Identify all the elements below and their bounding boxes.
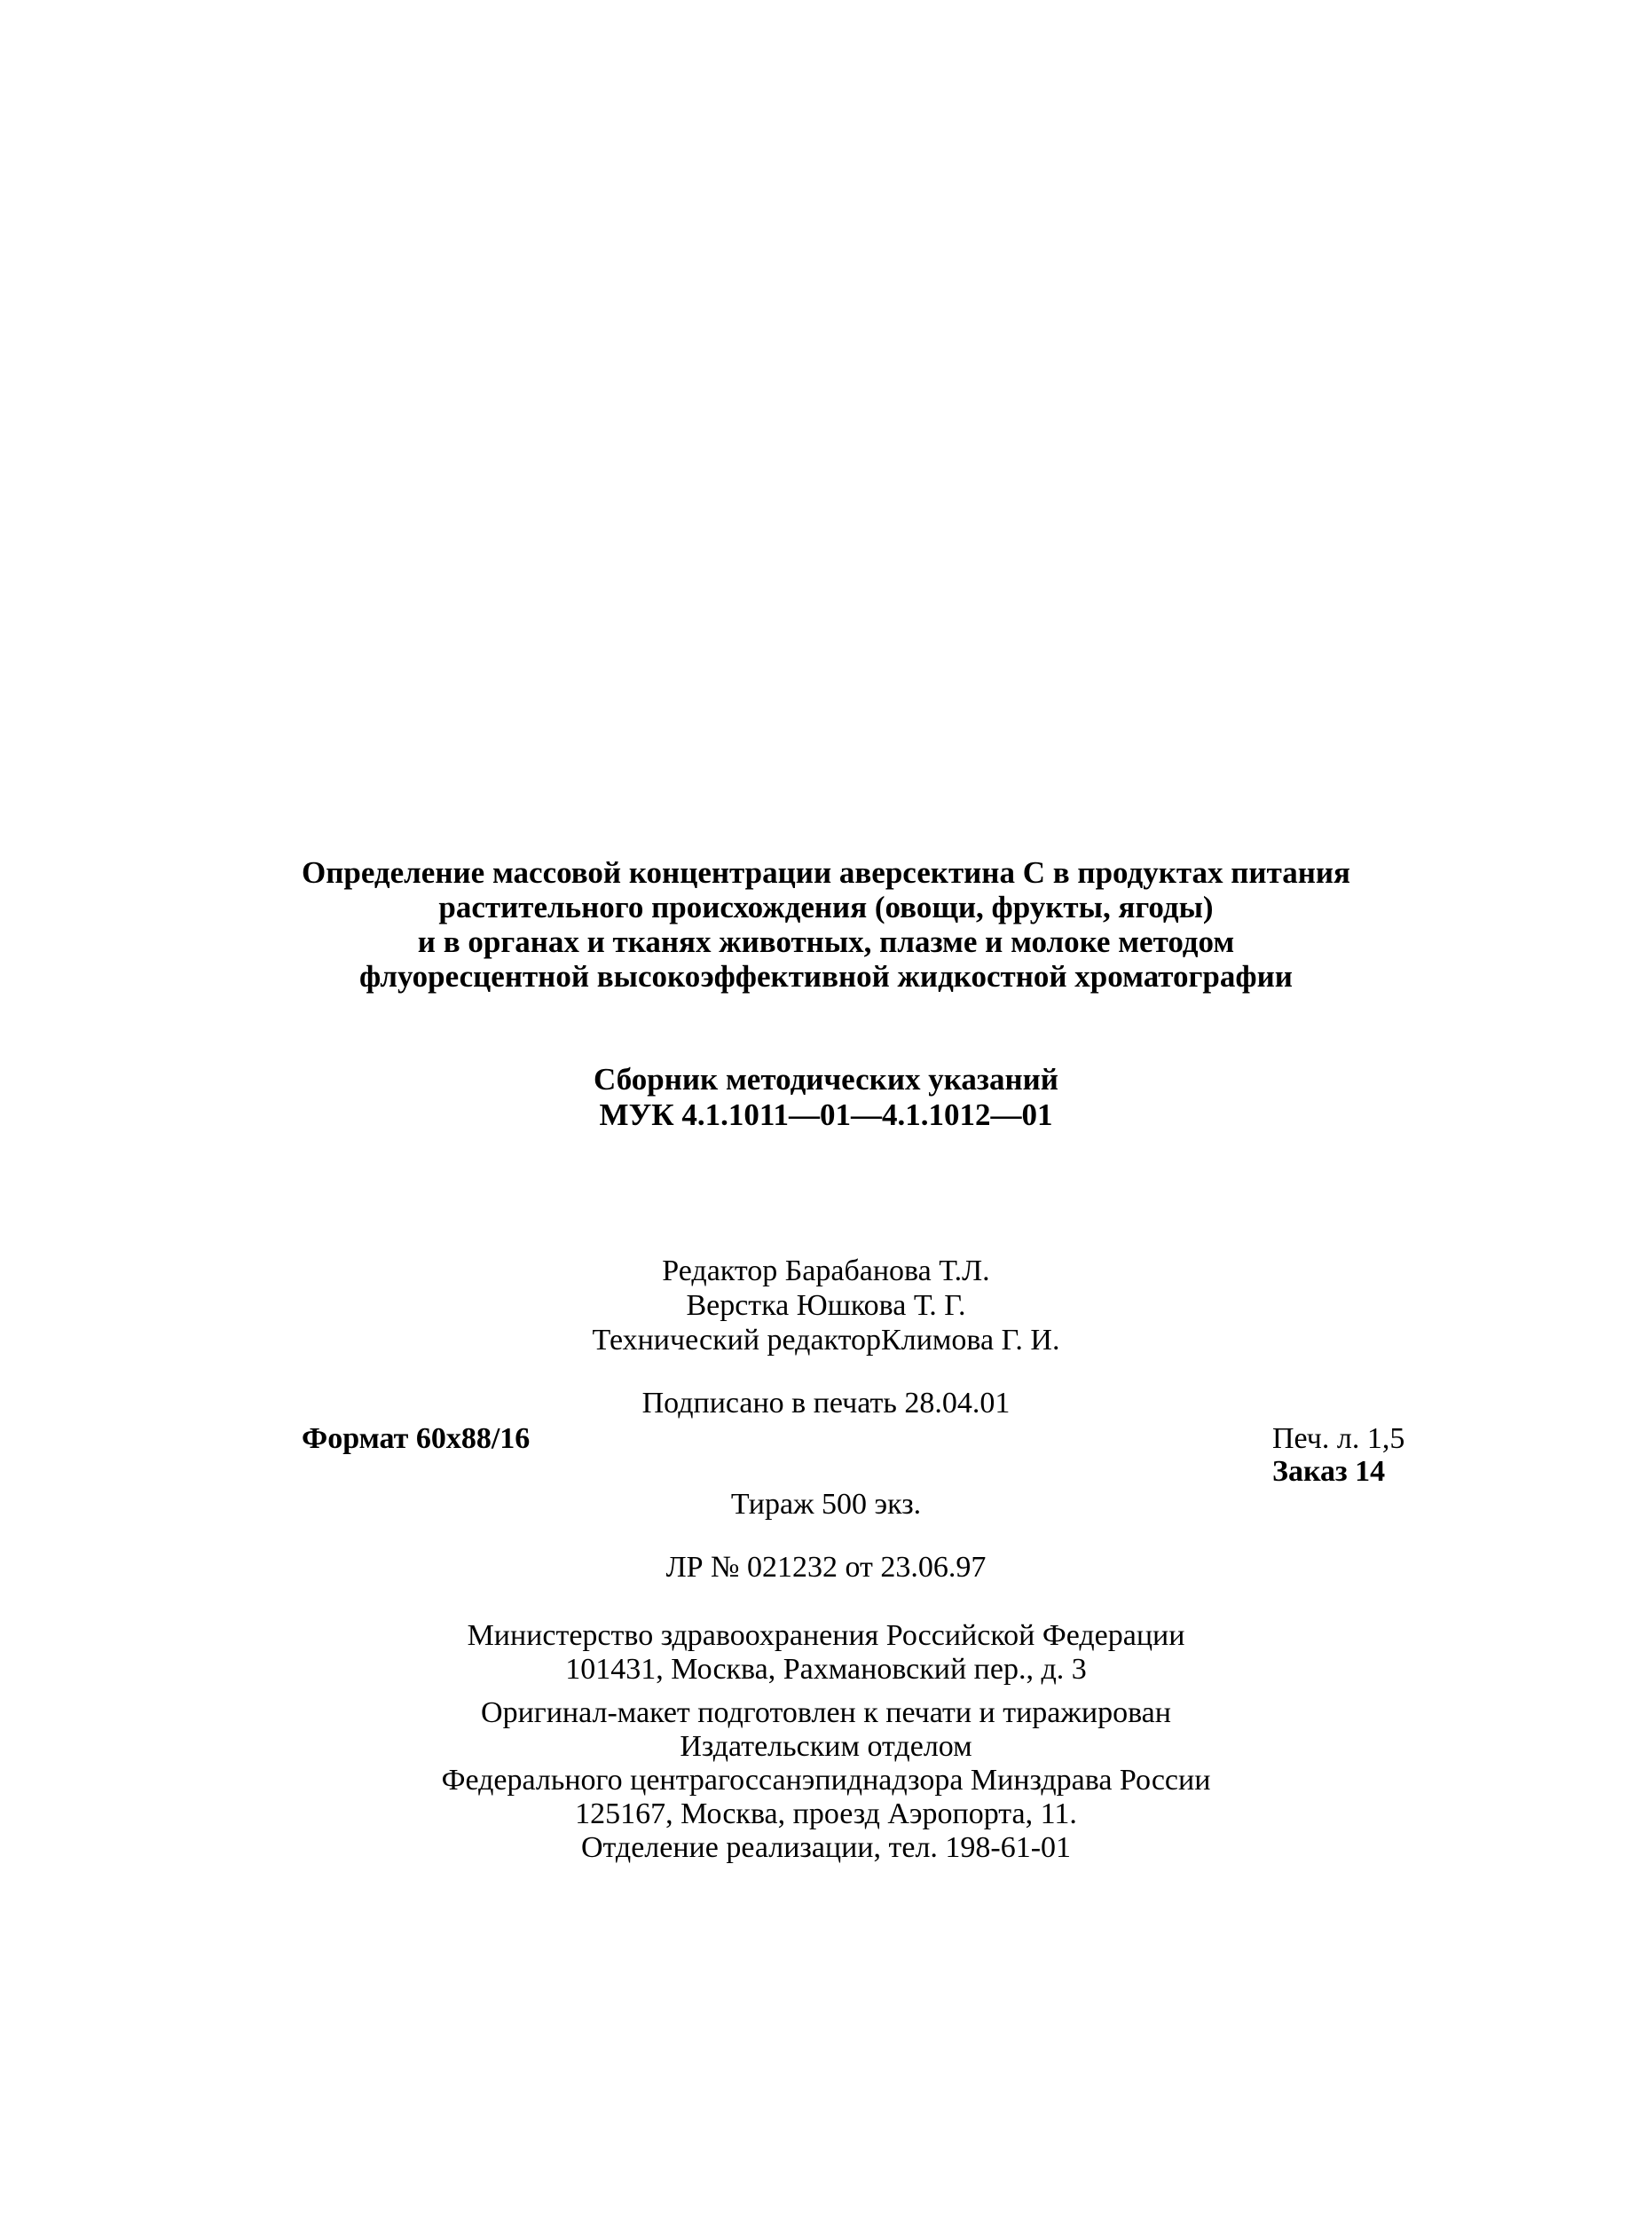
license-number: ЛР № 021232 от 23.06.97: [665, 1551, 987, 1584]
editor-credit: Редактор Барабанова Т.Л.: [662, 1255, 990, 1287]
collection-name: Сборник методических указаний: [594, 1062, 1058, 1097]
title-line-3: и в органах и тканях животных, плазме и молоке методом: [417, 924, 1235, 959]
print-format: Формат 60х88/16: [302, 1422, 531, 1455]
publisher-imprint: [0, 1696, 1652, 1865]
publisher-line-5: Отделение реализации, тел. 198-61-01: [580, 1831, 1072, 1864]
document-title: [0, 855, 1652, 994]
ministry-address: 101431, Москва, Рахмановский пер., д. 3: [565, 1653, 1087, 1686]
print-sheets: Печ. л. 1,5: [1272, 1422, 1405, 1455]
publisher-line-3: Федерального центрагоссанэпиднадзора Минздрава России: [441, 1764, 1211, 1797]
ministry-name: Министерство здравоохранения Российской Федерации: [467, 1619, 1185, 1652]
circulation: Тираж 500 экз.: [730, 1488, 922, 1521]
order-number: Заказ 14: [1272, 1455, 1386, 1488]
title-line-1: Определение массовой концентрации аверсектина С в продуктах питания: [301, 855, 1350, 890]
layout-credit: Верстка Юшкова Т. Г.: [686, 1289, 966, 1322]
publisher-line-1: Оригинал-макет подготовлен к печати и тиражирован: [481, 1696, 1171, 1729]
tech-editor-credit: Технический редакторКлимова Г. И.: [592, 1324, 1060, 1357]
ministry-imprint: [0, 1619, 1652, 1687]
publisher-line-4: 125167, Москва, проезд Аэропорта, 11.: [575, 1797, 1077, 1830]
collection-heading: [0, 1062, 1652, 1133]
staff-credits: [0, 1254, 1652, 1357]
publisher-line-2: Издательским отделом: [680, 1730, 972, 1763]
collection-code: МУК 4.1.1011—01—4.1.1012—01: [599, 1097, 1053, 1132]
title-line-2: растительного происхождения (овощи, фрукты, ягоды): [438, 890, 1214, 924]
signed-date: Подписано в печать 28.04.01: [641, 1387, 1011, 1420]
title-line-4: флуоресцентной высокоэффективной жидкостной хроматографии: [359, 959, 1293, 994]
